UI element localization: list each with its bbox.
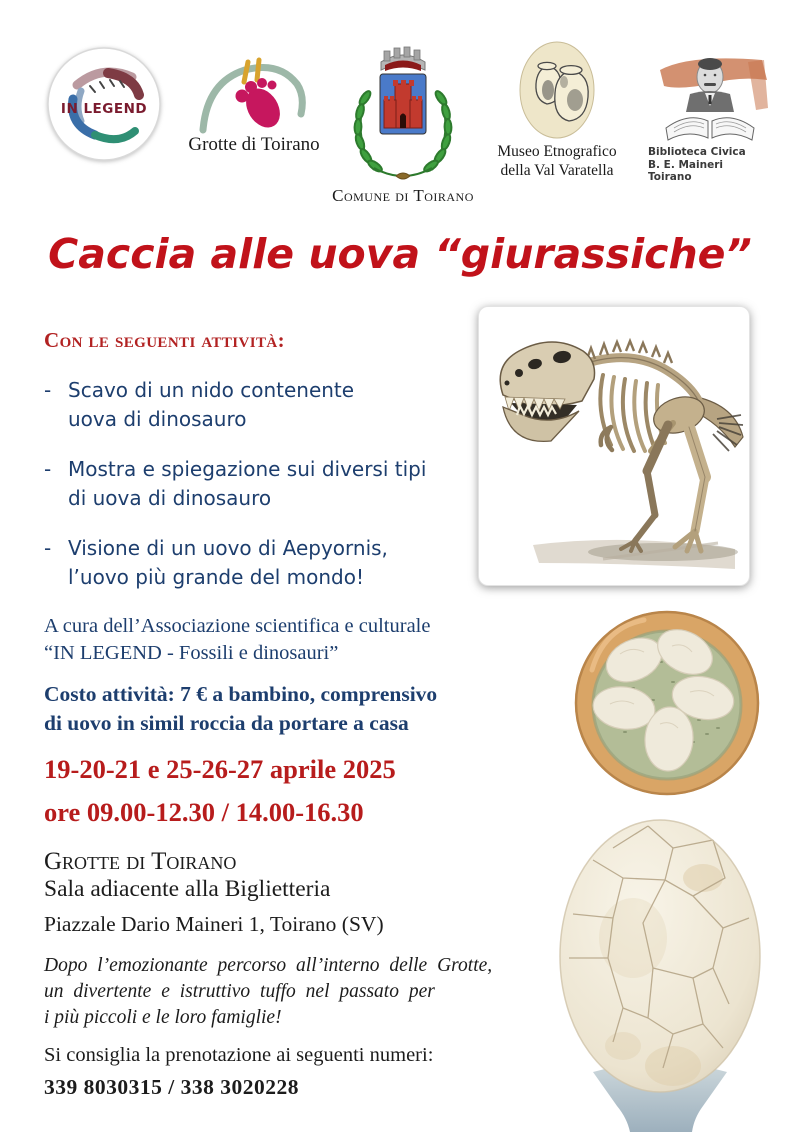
trex-skull (500, 342, 594, 441)
biblioteca-caption-line3: Toirano (648, 171, 692, 183)
event-dates: 19-20-21 e 25-26-27 aprile 2025 (44, 754, 396, 784)
biblioteca-logo-caption (648, 146, 772, 184)
list-item (44, 534, 514, 592)
cost-line2: di uovo in simil roccia da portare a casa (44, 711, 409, 735)
egg-bowl-image (572, 608, 762, 798)
biblioteca-caption-line2: B. E. Maineri (648, 158, 723, 171)
in-legend-label: IN LEGEND (60, 101, 148, 117)
venue-address: Piazzale Dario Maineri 1, Toirano (SV) (44, 912, 384, 936)
grotte-di-toirano-logo (168, 56, 340, 156)
cost-info (44, 680, 514, 738)
activity-3-line1: Visione di un uovo di Aepyornis, (68, 536, 388, 560)
event-description (44, 953, 514, 1031)
aepyornis-egg-illustration (553, 818, 767, 1132)
description-line3: i più piccoli e le loro famiglie! (44, 1007, 282, 1028)
museo-pottery-icon (518, 40, 596, 140)
biblioteca-caption-line1: Biblioteca Civica (648, 146, 746, 158)
venue-name: Grotte di Toirano (44, 848, 237, 875)
activity-1-line1: Scavo di un nido contenente (68, 378, 355, 402)
bullet-dash: - (44, 378, 52, 402)
activities-heading: Con le seguenti attività: (44, 328, 286, 352)
list-item (44, 455, 514, 513)
event-hours: ore 09.00-12.30 / 14.00-16.30 (44, 797, 364, 827)
bullet-dash: - (44, 536, 52, 560)
footprint-shape (236, 78, 287, 134)
museo-logo-caption (478, 142, 636, 180)
activities-list (44, 376, 514, 592)
trex-skeleton-illustration (483, 311, 745, 581)
egg-bowl-illustration (572, 608, 762, 798)
museo-etnografico-logo (514, 40, 600, 140)
activity-2-line2: di uova di dinosauro (68, 486, 272, 510)
grotte-footprint-icon (189, 56, 319, 136)
bullet-dash: - (44, 457, 52, 481)
organizer-credit (44, 613, 514, 667)
list-item (44, 376, 514, 434)
comune-di-toirano-crest (340, 38, 466, 186)
cost-line1: Costo attività: 7 € a bambino, comprensivo (44, 682, 438, 706)
museo-caption-line2: della Val Varatella (500, 162, 614, 179)
organizer-line2: “IN LEGEND - Fossili e dinosauri” (44, 642, 339, 664)
activity-3-line2: l’uovo più grande del mondo! (68, 565, 365, 589)
booking-phone-numbers: 339 8030315 / 338 3020228 (44, 1075, 299, 1099)
page-title: Caccia alle uova “giurassiche” (48, 230, 752, 278)
description-line2: un divertente e istruttivo tuffo nel passato per (44, 981, 435, 1002)
trex-skeleton-image (478, 306, 750, 586)
comune-logo-caption: Comune di Toirano (332, 186, 474, 205)
booking-note: Si consiglia la prenotazione ai seguenti numeri: (44, 1044, 434, 1066)
organizer-line1: A cura dell’Associazione scientifica e culturale (44, 615, 431, 637)
comune-crest-icon (340, 38, 466, 186)
museo-caption-line1: Museo Etnografico (497, 143, 617, 160)
in-legend-logo-icon (46, 46, 162, 162)
activity-2-line1: Mostra e spiegazione sui diversi tipi (68, 457, 427, 481)
venue-room: Sala adiacente alla Biglietteria (44, 876, 331, 902)
crown (381, 47, 425, 71)
in-legend-logo (46, 46, 162, 162)
activity-1-line2: uova di dinosauro (68, 407, 247, 431)
description-line1: Dopo l’emozionante percorso all’interno delle Grotte, (44, 955, 493, 976)
aepyornis-egg-image (553, 818, 767, 1132)
biblioteca-logo-icon (648, 50, 772, 146)
open-book (666, 118, 754, 140)
shield (380, 74, 426, 134)
main-text-column (44, 328, 514, 1100)
grotte-logo-caption: Grotte di Toirano (188, 134, 320, 155)
biblioteca-civica-logo (648, 50, 772, 146)
